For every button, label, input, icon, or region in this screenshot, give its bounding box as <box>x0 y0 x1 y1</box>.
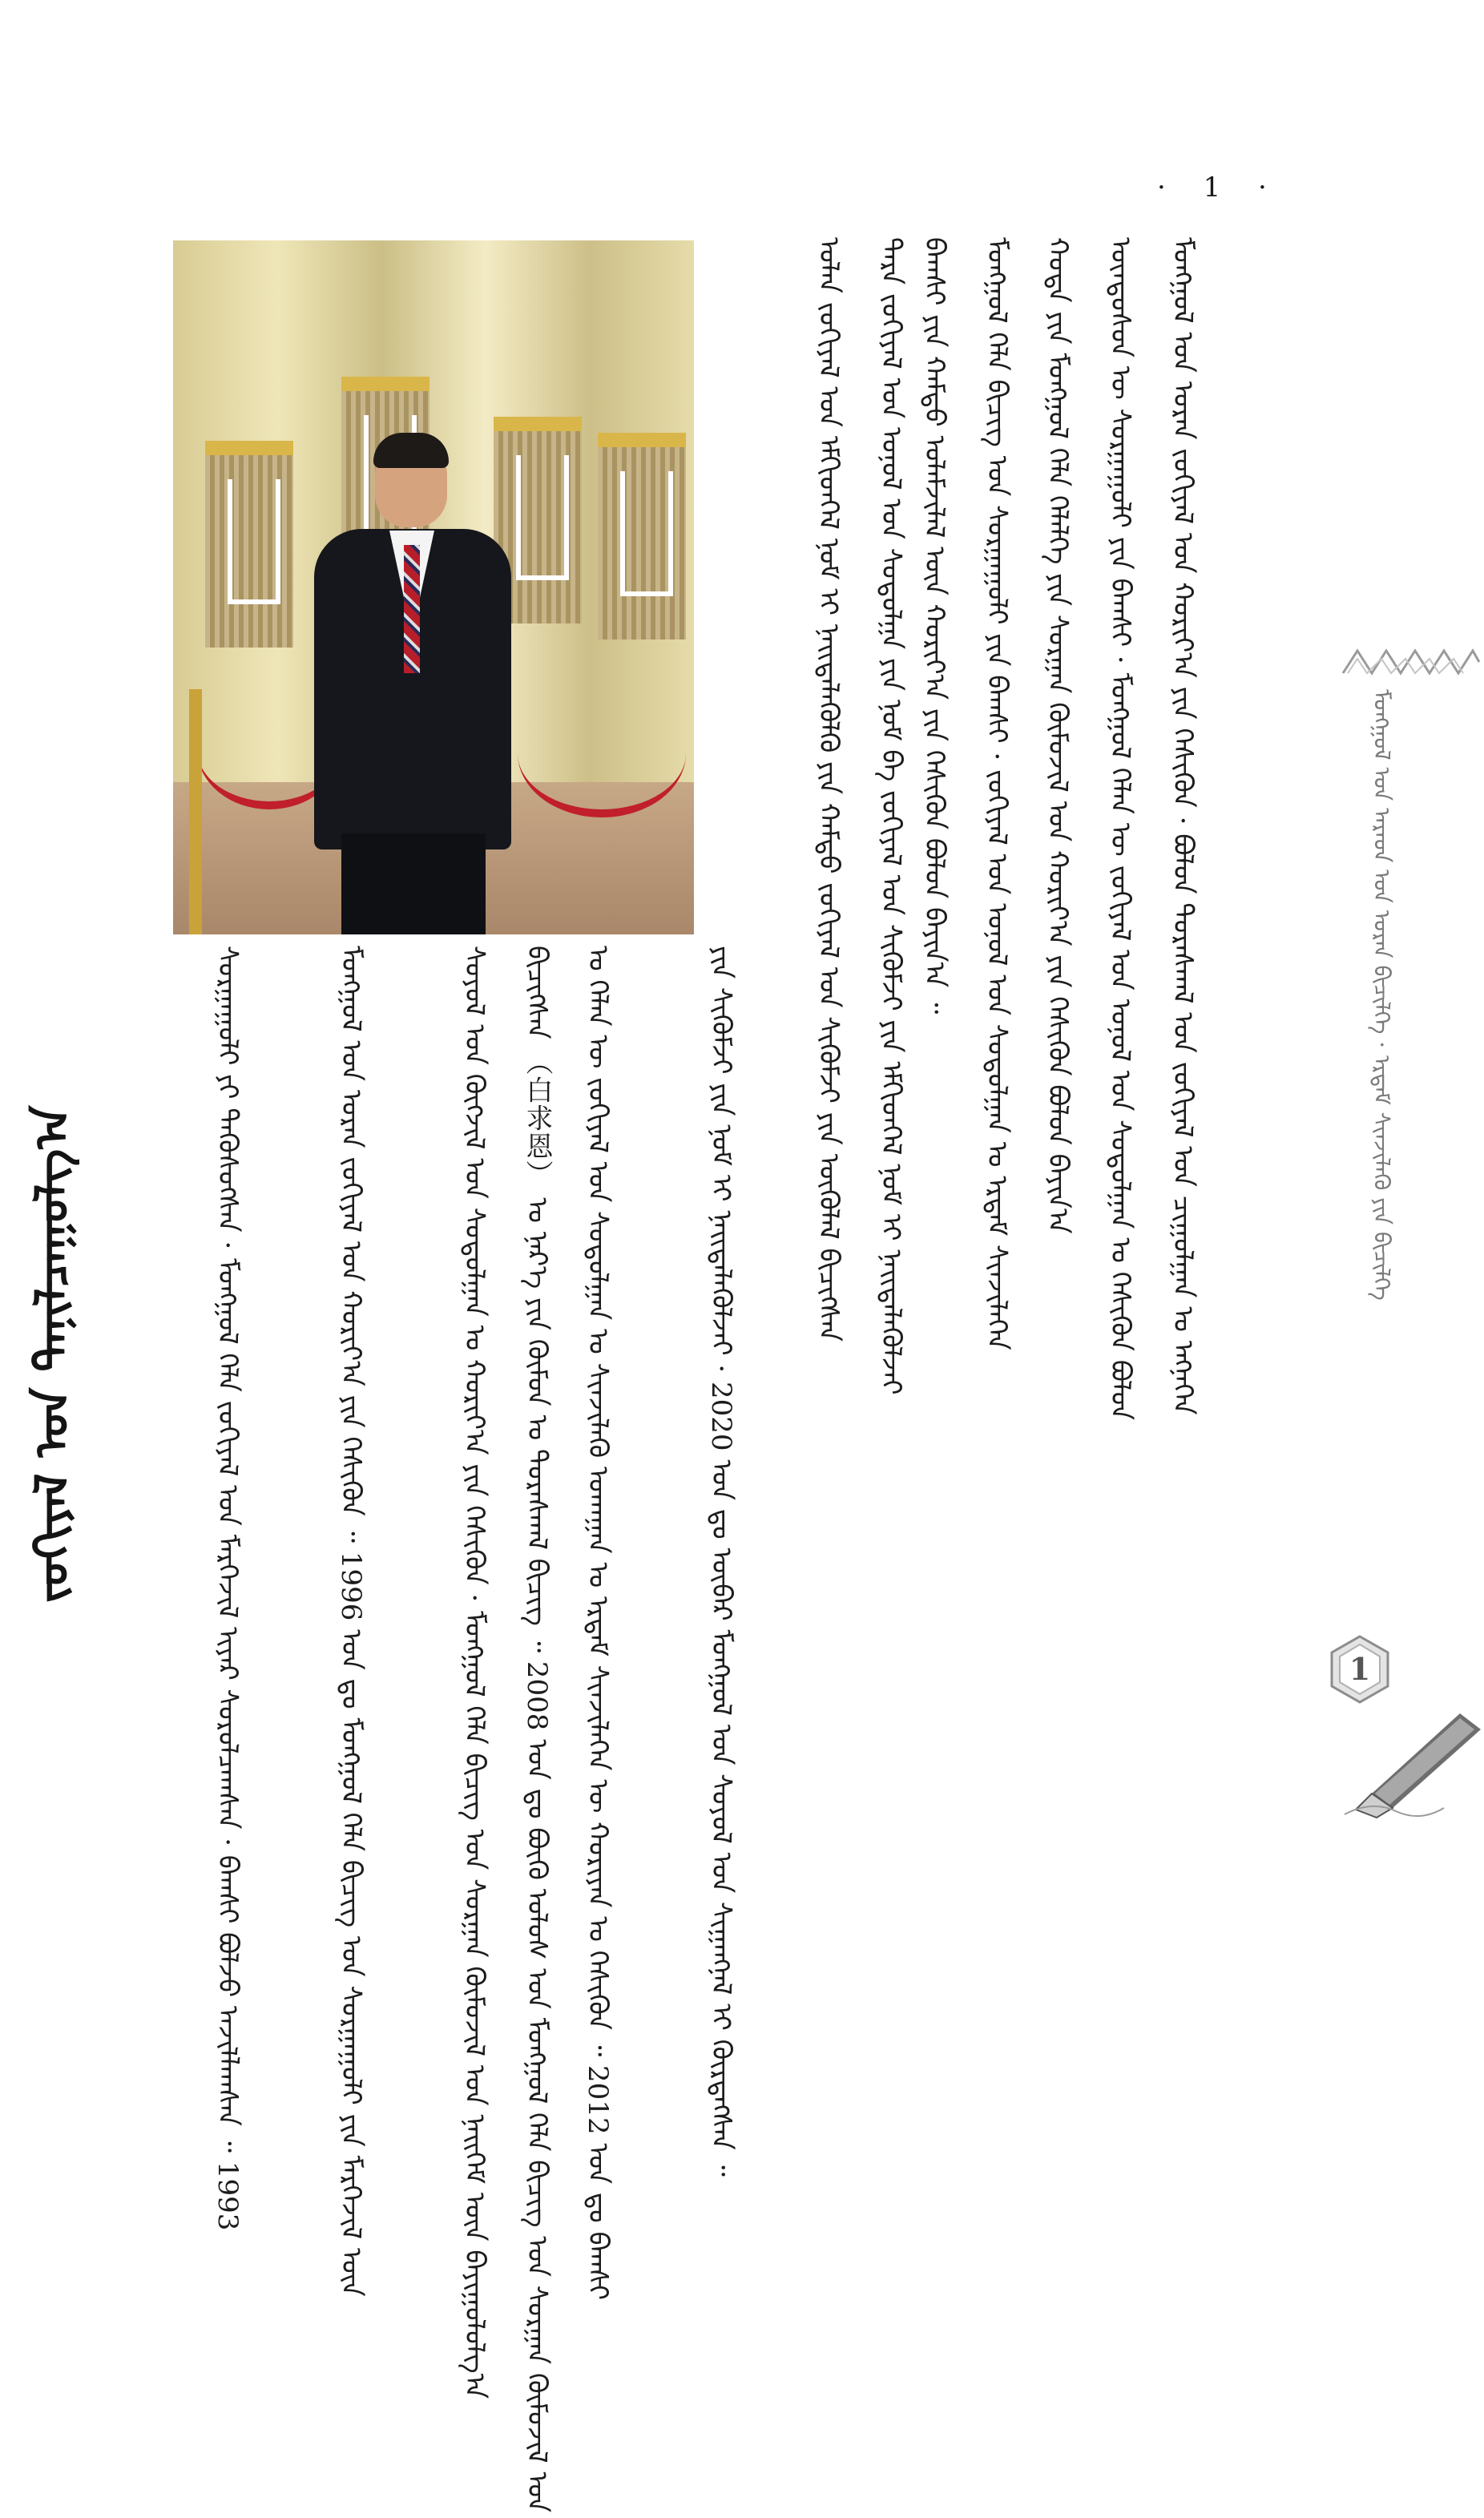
body-column-10: ᠪᠢᠴᠢᠭᠰᠡᠨ （白求恩） ᠤ ᠨᠡᠷ᠎ᠡ ᠶᠢᠨ ᠬᠦᠮᠦᠨ ᠤ ᠳᠤᠷᠠᠰᠬᠠᠯ ᠪᠢᠴᠢᠭ ᠃ 2008 ᠣᠨ ᠳᠤ ᠪᠦᠬᠦ ᠤᠯᠤᠰ ᠤᠨ ᠮᠣᠩᠭᠣᠯ ᠬᠡᠯᠡ ᠪᠢᠴᠢᠭ ᠤᠨ ᠰᠤᠷᠭᠠᠨ ᠬᠦᠮᠦᠵᠢᠯ ᠤᠨ <box>521 946 553 2513</box>
photo-post <box>189 689 202 934</box>
body-column-7: ᠣᠯᠠᠨ ᠵᠣᠬᠢᠶᠠᠯ ᠤᠨ ᠡᠮᠬᠢᠳᠬᠡᠯ ᠨᠣᠮ ᠢ ᠨᠡᠢᠲᠡᠯᠡᠭᠦᠯᠬᠦ ᠶᠢᠨ ᠬᠠᠮᠲᠤ ᠵᠣᠬᠢᠶᠠᠯ ᠤᠨ ᠰᠢᠭᠦᠮᠵᠢ ᠶᠢᠨ ᠥᠭᠦᠯᠡᠯ ᠪᠢᠴᠢᠭᠰᠡᠨ <box>813 237 845 1342</box>
fountain-pen-icon <box>1340 1705 1482 1818</box>
body-column-1: ᠮᠣᠩᠭᠣᠯ ᠤᠨ ᠤᠷᠠᠨ ᠵᠣᠬᠢᠶᠠᠯ ᠤᠨ ᠬᠣᠷᠢᠶ᠎ᠠ ᠶᠢᠨ ᠭᠡᠰᠢᠭᠦᠨ · ᠪᠣᠯᠣᠨ ᠳᠤᠷᠠᠰᠬᠠᠯ ᠤᠨ ᠵᠣᠬᠢᠶᠠᠯ ᠤᠨ ᠴᠢᠭᠤᠯᠭᠠᠨ ᠤ ᠡᠩᠨᠡᠭᠡᠨ <box>1167 237 1199 1415</box>
body-column-8: ᠶᠢᠨ ᠰᠢᠭᠦᠮᠵᠢ ᠶᠢᠨ ᠨᠣᠮ ᠢ ᠨᠡᠢᠲᠡᠯᠡᠭᠦᠯᠵᠡᠢ · 2020 ᠣᠨ ᠳᠤ ᠥᠪᠡᠷ ᠮᠣᠩᠭᠣᠯ ᠤᠨ ᠰᠣᠶᠣᠯ ᠤᠨ ᠰᠢᠭᠠᠩᠨᠠᠯ ᠢ ᠬᠦᠷᠲᠡᠭᠰᠡᠨ ᠃ <box>705 946 737 2177</box>
body-column-12: ᠮᠣᠩᠭᠣᠯ ᠤᠨ ᠤᠷᠠᠨ ᠵᠣᠬᠢᠶᠠᠯ ᠤᠨ ᠬᠣᠷᠢᠶ᠎ᠠ ᠶᠢᠨ ᠭᠡᠰᠢᠭᠦᠨ ᠃ 1996 ᠣᠨ ᠳᠤ ᠮᠣᠩᠭᠣᠯ ᠬᠡᠯᠡ ᠪᠢᠴᠢᠭ ᠤᠨ ᠰᠤᠷᠭᠠᠭᠤᠯᠢ ᠶᠢᠨ ᠮᠡᠷᠭᠡᠵᠢᠯ ᠦᠨ <box>335 946 367 2297</box>
photo-rope-right <box>518 689 686 817</box>
photo-banner-4 <box>598 433 686 640</box>
page-number: · 1 · <box>1157 171 1281 204</box>
body-column-2: ᠦᠨᠳᠦᠰᠦᠨ ᠦ ᠰᠤᠷᠭᠠᠭᠤᠯᠢ ᠶᠢᠨ ᠪᠠᠭᠰᠢ · ᠮᠣᠩᠭᠣᠯ ᠬᠡᠯᠡᠨ ᠦ ᠵᠣᠬᠢᠶᠠᠯ ᠤᠨ ᠣᠨᠣᠯ ᠤᠨ ᠰᠤᠳᠤᠯᠭᠠᠨ ᠤ ᠭᠡᠰᠢᠭᠦᠨ ᠪᠣᠯᠣᠨ <box>1104 237 1136 1421</box>
header-ornament-icon <box>1340 646 1481 678</box>
chapter-title: ᠵᠣᠬᠢᠶᠠᠯ ᠤᠨ ᠲᠠᠨᠢᠯᠴᠠᠭᠤᠯᠭ᠎ᠠ <box>25 1105 79 1603</box>
body-column-6: ᠲᠡᠷᠡ ᠵᠣᠬᠢᠶᠠᠯ ᠤᠨ ᠣᠨᠣᠯ ᠤᠨ ᠰᠤᠳᠤᠯᠭᠠ ᠶᠢᠨ ᠨᠣᠮ ᠪᠠ ᠵᠣᠬᠢᠶᠠᠯ ᠤᠨ ᠰᠢᠭᠦᠮᠵᠢ ᠶᠢᠨ ᠡᠮᠬᠢᠳᠬᠡᠯ ᠨᠣᠮ ᠢ ᠨᠡᠢᠲᠡᠯᠡᠭᠦᠯᠵᠡᠢ <box>875 237 907 1395</box>
photo-person-legs <box>341 833 486 934</box>
body-column-13: ᠰᠤᠷᠭᠠᠭᠤᠯᠢ ᠶᠢ ᠲᠡᠭᠦᠰᠦᠭᠰᠡᠨ · ᠮᠣᠩᠭᠣᠯ ᠬᠡᠯᠡ ᠵᠣᠬᠢᠶᠠᠯ ᠤᠨ ᠮᠡᠷᠭᠡᠵᠢᠯ ᠢᠶᠡᠷ ᠰᠤᠷᠤᠯᠴᠠᠭᠰᠠᠨ · ᠪᠠᠭᠰᠢ ᠪᠣᠯᠵᠤ ᠠᠵᠢᠯᠯᠠᠭᠰᠠᠨ ᠃ 1993 <box>212 946 244 2231</box>
body-column-11: ᠰᠣᠶᠣᠯ ᠤᠨ ᠬᠥᠭᠵᠢᠯ ᠤᠨ ᠰᠤᠳᠤᠯᠭᠠᠨ ᠤ ᠬᠣᠷᠢᠶ᠎ᠠ ᠶᠢᠨ ᠭᠡᠰᠢᠭᠦᠨ · ᠮᠣᠩᠭᠣᠯ ᠬᠡᠯᠡ ᠪᠢᠴᠢᠭ ᠤᠨ ᠰᠤᠷᠭᠠᠨ ᠬᠦᠮᠦᠵᠢᠯ ᠤᠨ ᠨᠡᠢᠭᠡᠮ ᠦᠨ ᠪᠠᠶᠢᠭᠤᠯᠤᠯᠭ᠎ᠠ <box>458 946 490 2399</box>
body-column-3: ᠬᠣᠲᠠ ᠶᠢᠨ ᠮᠣᠩᠭᠣᠯ ᠬᠡᠯᠡ ᠬᠡᠯᠡᠯᠭᠡ ᠶᠢᠨ ᠰᠤᠷᠭᠠᠨ ᠬᠦᠮᠦᠵᠢᠯ ᠤᠨ ᠬᠣᠷᠢᠶ᠎ᠠ ᠶᠢᠨ ᠭᠡᠰᠢᠭᠦᠨ ᠪᠣᠯᠣᠨ ᠪᠠᠶᠢᠨ᠎ᠠ <box>1042 237 1074 1234</box>
photo-person-hair <box>373 433 449 468</box>
chapter-badge-number: 1 <box>1349 1651 1371 1687</box>
photo-banner-1 <box>205 441 293 648</box>
chapter-badge-icon <box>1330 1635 1389 1704</box>
photo-person-tie <box>404 545 420 673</box>
body-column-9: ᠤ ᠬᠡᠯᠡᠨ ᠦ ᠵᠣᠬᠢᠶᠠᠯ ᠤᠨ ᠰᠤᠳᠤᠯᠭᠠᠨ ᠤ ᠰᠢᠨᠵᠢᠯᠡᠬᠦ ᠤᠬᠠᠭᠠᠨ ᠤ ᠡᠷᠳᠡᠮ ᠰᠢᠨᠵᠢᠯᠡᠬᠡᠨ ᠦ ᠬᠣᠷᠢᠶᠠᠨ ᠤ ᠭᠡᠰᠢᠭᠦᠨ ᠃ 2012 ᠣᠨ ᠳᠤ ᠪᠠᠭᠰᠢ <box>582 946 614 2301</box>
body-column-5: ᠪᠠᠭᠰᠢ ᠶᠢᠨ ᠬᠠᠮᠲᠤ ᠤᠯᠠᠮᠵᠢᠯᠠᠯ ᠦᠨ ᠬᠣᠷᠢᠶ᠎ᠠ ᠶᠢᠨ ᠭᠡᠰᠢᠭᠦᠨ ᠪᠣᠯᠣᠨ ᠪᠠᠶᠢᠨ᠎ᠠ ᠃ <box>918 237 950 1015</box>
author-photo <box>173 240 694 934</box>
running-header: ᠮᠣᠩᠭᠣᠯ ᠤᠨ ᠠᠷᠠᠳ ᠤᠨ ᠤᠷᠠᠨ ᠪᠢᠴᠢᠯᠭᠡ · ᠡᠷᠳᠡᠮ ᠰᠢᠨᠵᠢᠯᠡᠬᠦ ᠶᠢᠨ ᠪᠢᠴᠢᠯᠭᠡ <box>1369 689 1395 1301</box>
body-column-4: ᠮᠣᠩᠭᠣᠯ ᠬᠡᠯᠡ ᠪᠢᠴᠢᠭ ᠤᠨ ᠰᠤᠷᠭᠠᠭᠤᠯᠢ ᠶᠢᠨ ᠪᠠᠭᠰᠢ · ᠵᠣᠬᠢᠶᠠᠯ ᠤᠨ ᠣᠨᠣᠯ ᠤᠨ ᠰᠤᠳᠤᠯᠭᠠᠨ ᠤ ᠡᠷᠳᠡᠮ ᠰᠢᠨᠵᠢᠯᠡᠬᠡᠨ <box>981 237 1013 1350</box>
